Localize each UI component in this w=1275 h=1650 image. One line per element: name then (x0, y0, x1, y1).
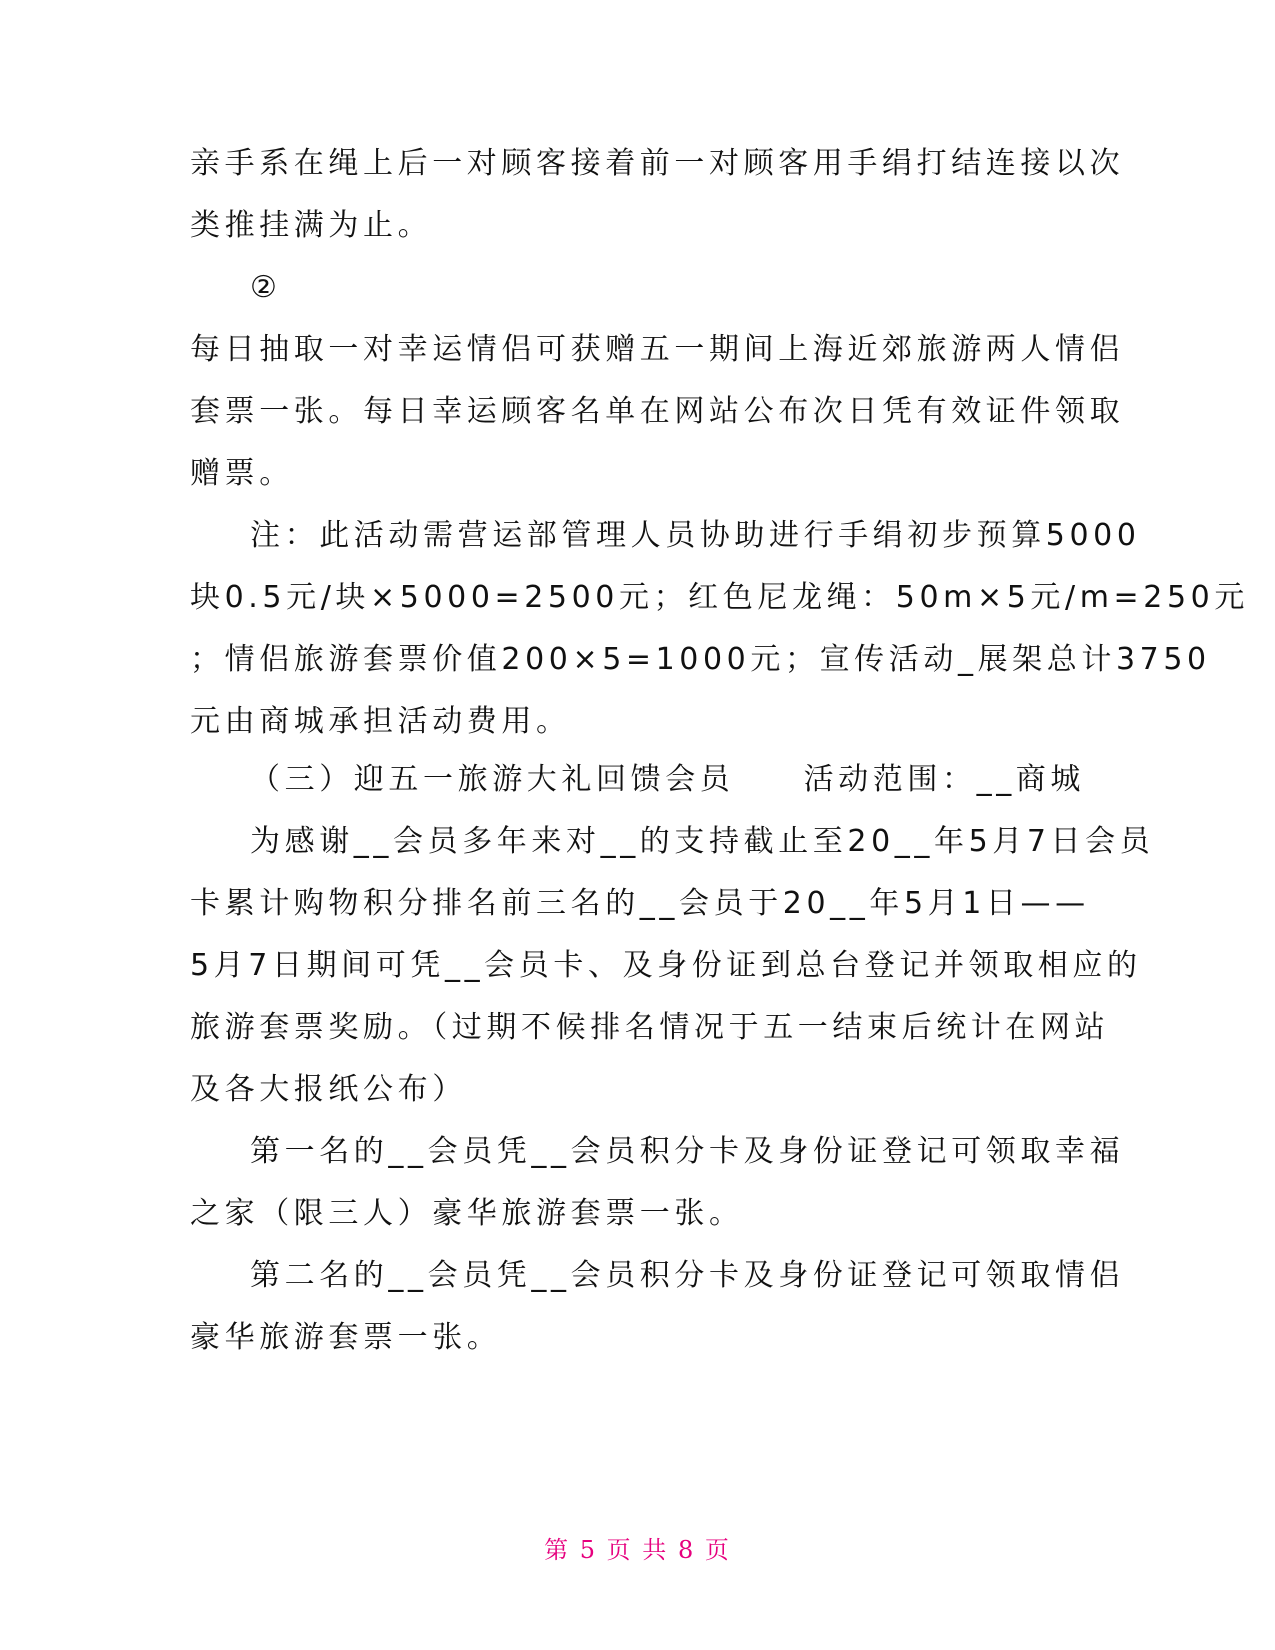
body-text-line: 5月7日期间可凭__会员卡、及身份证到总台登记并领取相应的 (190, 948, 1142, 983)
body-text-line: 第一名的__会员凭__会员积分卡及身份证登记可领取幸福 (250, 1134, 1125, 1169)
body-text-line: 第二名的__会员凭__会员积分卡及身份证登记可领取情侣 (250, 1258, 1125, 1293)
body-text-line: 注：此活动需营运部管理人员协助进行手绢初步预算5000 (250, 518, 1141, 553)
list-marker: ② (250, 270, 282, 305)
section-heading: （三）迎五一旅游大礼回馈会员 活动范围：__商城 (250, 762, 1085, 797)
body-text-line: 元由商城承担活动费用。 (190, 704, 571, 739)
body-text-line: 每日抽取一对幸运情侣可获赠五一期间上海近郊旅游两人情侣 (190, 332, 1125, 367)
body-text-line: 亲手系在绳上后一对顾客接着前一对顾客用手绢打结连接以次 (190, 146, 1125, 181)
body-text-line: 卡累计购物积分排名前三名的__会员于20__年5月1日—— (190, 886, 1090, 921)
body-text-line: 之家（限三人）豪华旅游套票一张。 (190, 1196, 744, 1231)
body-text-line: 旅游套票奖励。（过期不候排名情况于五一结束后统计在网站 (190, 1010, 1110, 1045)
body-text-line: 豪华旅游套票一张。 (190, 1320, 502, 1355)
body-text-line: 及各大报纸公布） (190, 1072, 467, 1107)
body-text-line: 套票一张。每日幸运顾客名单在网站公布次日凭有效证件领取 (190, 394, 1125, 429)
body-text-line: 赠票。 (190, 456, 294, 491)
body-text-line: 类推挂满为止。 (190, 208, 433, 243)
page-number-footer: 第 5 页 共 8 页 (544, 1536, 731, 1564)
body-text-line: ；情侣旅游套票价值200×5=1000元；宣传活动_展架总计3750 (190, 642, 1211, 677)
body-text-line: 块0.5元/块×5000=2500元；红色尼龙绳：50m×5元/m=250元 (190, 580, 1249, 615)
body-text-line: 为感谢__会员多年来对__的支持截止至20__年5月7日会员 (250, 824, 1155, 859)
